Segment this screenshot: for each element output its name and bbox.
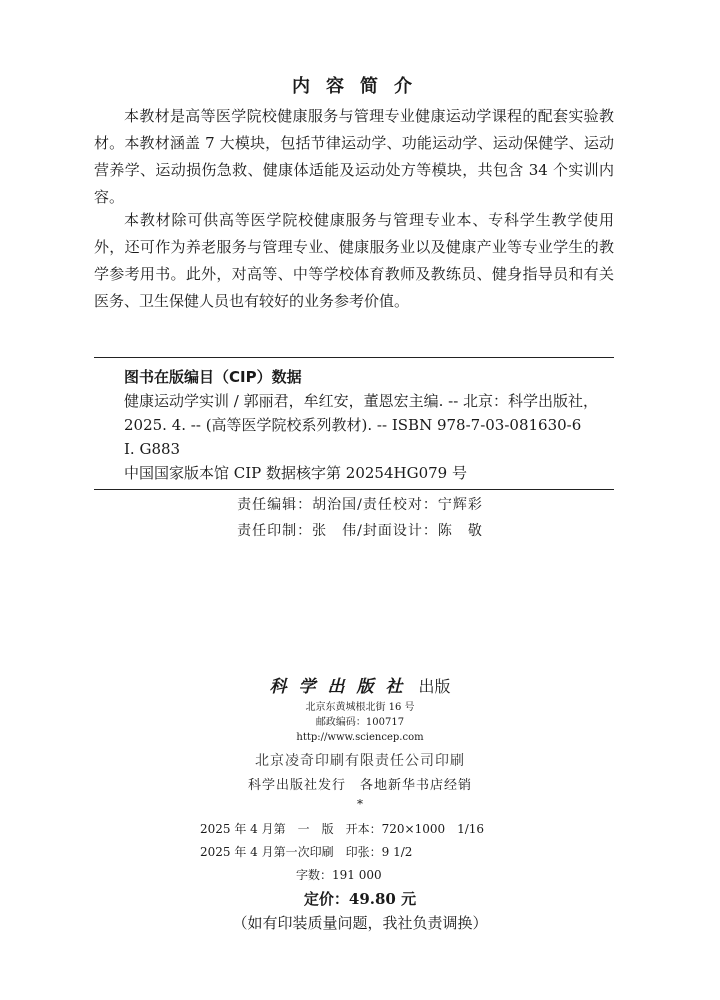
cip-verification: 中国国家版本馆 CIP 数据核字第 20254HG079 号 (124, 464, 467, 482)
cip-data-block (94, 365, 614, 485)
publisher-name: 科学出版社 (269, 677, 415, 697)
price: 定价：49.80 元 (303, 890, 417, 908)
quality-notice: （如有印装质量问题，我社负责调换） (232, 914, 488, 932)
cip-heading: 图书在版编目（CIP）数据 (124, 368, 302, 386)
spec-printing: 2025 年 4 月第一次印刷 印张：9 1/2 (200, 845, 413, 859)
page-title: 内容简介 (292, 76, 428, 97)
publisher-postcode: 邮政编码：100717 (315, 717, 405, 728)
publisher-suffix: 出版 (418, 677, 451, 696)
printer-line: 北京凌奇印刷有限责任公司印刷 (255, 753, 465, 769)
distribution-line: 科学出版社发行 各地新华书店经销 (247, 778, 472, 793)
intro-paragraph-1: 本教材是高等医学院校健康服务与管理专业健康运动学课程的配套实验教材。本教材涵盖 7 大模块，包括节律运动学、功能运动学、运动保健学、运动营养学、运动损伤急救、健康体适能及运动处方等模块，共包含 34 个实训内容。 (94, 107, 614, 206)
publisher-contact (0, 700, 720, 745)
publisher-line (0, 672, 720, 697)
separator-star: * (357, 797, 363, 811)
spec-edition: 2025 年 4 月第 一 版 开本：720×1000 1/16 (200, 822, 485, 836)
intro-paragraph-2: 本教材除可供高等医学院校健康服务与管理专业本、专科学生教学使用外，还可作为养老服务与管理专业、健康服务业以及健康产业等专业学生的教学参考用书。此外，对高等、中等学校体育教师及教练员、健身指导员和有关医务、卫生保健人员也有较好的业务参考价值。 (94, 211, 614, 310)
publisher-website: http://www.sciencep.com (296, 732, 424, 743)
cip-classification: Ⅰ. G883 (124, 440, 181, 458)
staff-line-editors: 责任编辑：胡治国/责任校对：宁辉彩 (237, 497, 483, 513)
spec-word-count: 字数：191 000 (296, 868, 382, 882)
cip-record: 健康运动学实训 / 郭丽君，牟红安，董恩宏主编. -- 北京：科学出版社，2025. 4. -- (高等医学院校系列教材). -- ISBN 978-7-03-081630-6 (124, 392, 599, 434)
cip-top-rule (94, 357, 614, 358)
staff-line-production: 责任印制：张 伟/封面设计：陈 敬 (237, 523, 483, 539)
print-specs (200, 818, 484, 887)
cip-bottom-rule (94, 489, 614, 490)
publisher-address: 北京东黄城根北街 16 号 (305, 702, 415, 713)
staff-credits (0, 492, 720, 544)
